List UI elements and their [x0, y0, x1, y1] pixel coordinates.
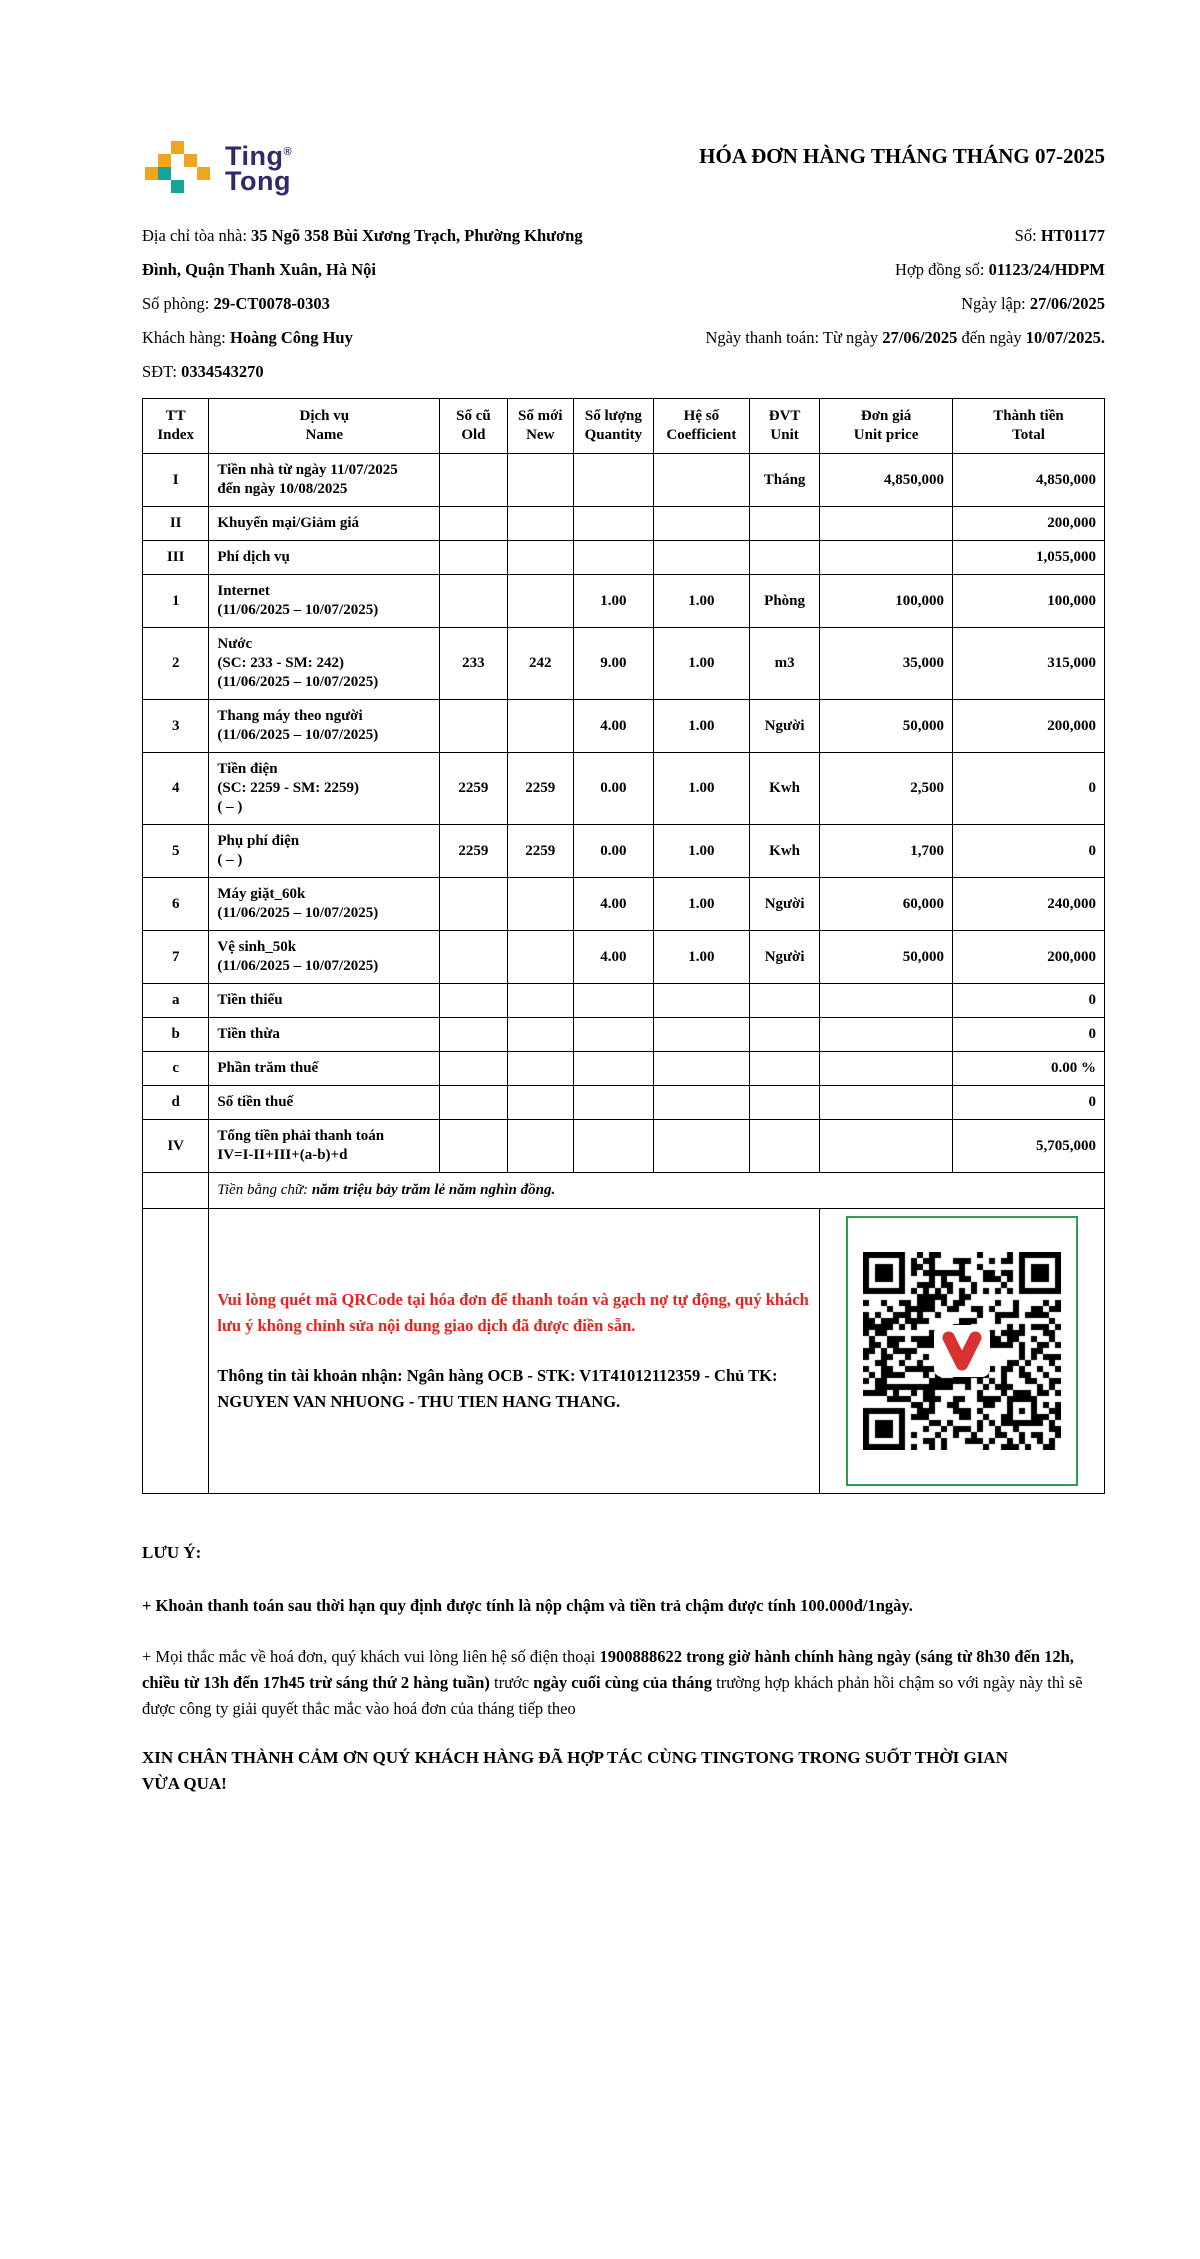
header-cell-5: [653, 399, 749, 454]
header-en: Coefficient: [666, 427, 737, 443]
cell-unit: Kwh: [749, 753, 819, 825]
cell-old: [440, 1120, 507, 1173]
cell-coef: 1.00: [653, 753, 749, 825]
cell-qty: 4.00: [573, 700, 653, 753]
service-name-line: đến ngày 10/08/2025: [217, 481, 348, 497]
header: [142, 138, 1105, 194]
cell-unit: [749, 984, 819, 1018]
cell-coef: [653, 1086, 749, 1120]
amount-in-words: Tiền bằng chữ: năm triệu bảy trăm lẻ năm nghìn đồng.: [209, 1173, 1105, 1209]
cell-empty: [143, 1173, 209, 1209]
header-en: Unit: [770, 427, 799, 443]
cell-new: [507, 1086, 573, 1120]
table-row-6: [143, 878, 1105, 931]
cell-unit: [749, 541, 819, 575]
cell-old: [440, 984, 507, 1018]
cell-new: [507, 541, 573, 575]
cell-name: [209, 878, 440, 931]
cell-total: 200,000: [952, 507, 1104, 541]
cell-old: 2259: [440, 825, 507, 878]
header-en: Total: [1012, 427, 1045, 443]
cell-unit: Phòng: [749, 575, 819, 628]
cell-old: [440, 454, 507, 507]
cell-old: [440, 575, 507, 628]
cell-old: 233: [440, 628, 507, 700]
logo-tong: Tong: [225, 166, 291, 196]
cell-idx: 5: [143, 825, 209, 878]
table-row-3: [143, 700, 1105, 753]
cell-idx: c: [143, 1052, 209, 1086]
cell-old: [440, 931, 507, 984]
header-vi: TT: [165, 408, 186, 424]
cell-qty: [573, 1086, 653, 1120]
contract-number: Hợp đồng số: 01123/24/HDPM: [895, 260, 1105, 279]
cell-total: 4,850,000: [952, 454, 1104, 507]
cell-coef: [653, 1120, 749, 1173]
header-vi: Thành tiền: [993, 408, 1064, 424]
payment-period: Ngày thanh toán: Từ ngày 27/06/2025 đến ngày 10/07/2025.: [705, 328, 1105, 347]
cell-qty: [573, 1120, 653, 1173]
service-name-line: Vệ sinh_50k: [217, 939, 297, 955]
table-row-2: [143, 628, 1105, 700]
building-address: Địa chỉ tòa nhà: 35 Ngõ 358 Bùi Xương Trạch, Phường Khương Đình, Quận Thanh Xuân, Hà Nội: [142, 226, 583, 279]
cell-name: [209, 1120, 440, 1173]
cell-idx: III: [143, 541, 209, 575]
service-name-line: (11/06/2025 – 10/07/2025): [217, 674, 379, 690]
cell-total: 100,000: [952, 575, 1104, 628]
service-name-line: Phí dịch vụ: [217, 549, 290, 565]
table-row-I: [143, 454, 1105, 507]
cell-coef: [653, 507, 749, 541]
info-right: [625, 219, 1105, 389]
cell-price: 2,500: [820, 753, 953, 825]
header-vi: Số mới: [517, 408, 563, 424]
service-name-line: Phần trăm thuế: [217, 1060, 319, 1076]
table-header-row: [143, 399, 1105, 454]
cell-coef: 1.00: [653, 878, 749, 931]
footer-notes: [142, 1540, 1105, 1797]
invoice-info: [142, 219, 1105, 389]
cell-old: [440, 507, 507, 541]
header-vi: Số lượng: [584, 408, 642, 424]
cell-old: [440, 878, 507, 931]
cell-coef: 1.00: [653, 575, 749, 628]
cell-old: [440, 700, 507, 753]
cell-qty: [573, 541, 653, 575]
cell-qty: 4.00: [573, 931, 653, 984]
qr-code-frame: [846, 1216, 1078, 1486]
cell-name: [209, 454, 440, 507]
cell-name: [209, 700, 440, 753]
table-row-4: [143, 753, 1105, 825]
cell-name: [209, 984, 440, 1018]
table-row-1: [143, 575, 1105, 628]
service-name-line: (11/06/2025 – 10/07/2025): [217, 727, 379, 743]
cell-qty: 0.00: [573, 825, 653, 878]
bank-account-info: Thông tin tài khoản nhận: Ngân hàng OCB - STK: V1T41012112359 - Chủ TK: NGUYEN VAN NHUONG - THU TIEN HANG THANG.: [217, 1366, 778, 1411]
thank-you-note: XIN CHÂN THÀNH CẢM ƠN QUÝ KHÁCH HÀNG ĐÃ HỢP TÁC CÙNG TINGTONG TRONG SUỐT THỜI GIAN VỪA QUA!: [142, 1748, 1008, 1793]
tingtong-logo-icon: [145, 141, 210, 193]
invoice-number: Số: HT01177: [1014, 226, 1105, 245]
cell-unit: [749, 507, 819, 541]
table-row-III: [143, 541, 1105, 575]
header-en: Old: [461, 427, 486, 443]
header-vi: Dịch vụ: [299, 408, 350, 424]
service-name-line: (SC: 2259 - SM: 2259): [217, 780, 360, 796]
qr-payment-notice: Vui lòng quét mã QRCode tại hóa đơn để thanh toán và gạch nợ tự động, quý khách lưu ý không chỉnh sửa nội dung giao dịch đã được điền sẵn.: [217, 1290, 809, 1335]
cell-unit: Tháng: [749, 454, 819, 507]
cell-coef: [653, 1018, 749, 1052]
cell-total: 1,055,000: [952, 541, 1104, 575]
cell-total: 0: [952, 825, 1104, 878]
cell-new: [507, 1018, 573, 1052]
cell-unit: [749, 1052, 819, 1086]
issue-date: Ngày lập: 27/06/2025: [961, 294, 1105, 313]
cell-coef: [653, 984, 749, 1018]
cell-qty: 0.00: [573, 753, 653, 825]
header-en: Index: [157, 427, 195, 443]
cell-unit: Người: [749, 700, 819, 753]
invoice-table: [142, 398, 1105, 1494]
cell-idx: 2: [143, 628, 209, 700]
service-name-line: Phụ phí điện: [217, 833, 300, 849]
cell-name: [209, 1018, 440, 1052]
cell-new: [507, 700, 573, 753]
service-name-line: (11/06/2025 – 10/07/2025): [217, 958, 379, 974]
header-vi: ĐVT: [768, 408, 801, 424]
cell-price: 35,000: [820, 628, 953, 700]
cell-new: [507, 1120, 573, 1173]
service-name-line: Internet: [217, 583, 270, 599]
service-name-line: Máy giặt_60k: [217, 886, 306, 902]
cell-old: 2259: [440, 753, 507, 825]
logo-pixel: [158, 154, 171, 167]
cell-price: [820, 1018, 953, 1052]
table-row-7: [143, 931, 1105, 984]
service-name-line: (SC: 233 - SM: 242): [217, 655, 345, 671]
cell-unit: Người: [749, 878, 819, 931]
cell-name: [209, 541, 440, 575]
cell-new: [507, 878, 573, 931]
cell-old: [440, 1018, 507, 1052]
cell-price: 4,850,000: [820, 454, 953, 507]
table-row-5: [143, 825, 1105, 878]
cell-unit: [749, 1018, 819, 1052]
cell-idx: b: [143, 1018, 209, 1052]
cell-name: [209, 825, 440, 878]
notes-heading: LƯU Ý:: [142, 1543, 202, 1562]
info-left: [142, 219, 612, 389]
cell-name: [209, 507, 440, 541]
cell-total: 0: [952, 984, 1104, 1018]
header-en: Unit price: [853, 427, 919, 443]
cell-price: [820, 541, 953, 575]
service-name-line: Số tiền thuế: [217, 1094, 294, 1110]
logo-pixel: [171, 180, 184, 193]
logo-pixel: [184, 154, 197, 167]
service-name-line: Khuyến mại/Giảm giá: [217, 515, 360, 531]
cell-price: [820, 1086, 953, 1120]
header-cell-1: [209, 399, 440, 454]
cell-idx: 6: [143, 878, 209, 931]
table-row-II: [143, 507, 1105, 541]
cell-unit: [749, 1120, 819, 1173]
header-vi: Số cũ: [456, 408, 491, 424]
tingtong-logo: [145, 140, 292, 194]
header-en: Quantity: [584, 427, 643, 443]
cell-qty: 9.00: [573, 628, 653, 700]
service-name-line: IV=I-II+III+(a-b)+d: [217, 1147, 348, 1163]
logo-pixel: [158, 167, 171, 180]
invoice-page: [142, 0, 1105, 1797]
cell-empty: [143, 1209, 209, 1494]
cell-idx: 4: [143, 753, 209, 825]
header-cell-0: [143, 399, 209, 454]
invoice-title: HÓA ĐƠN HÀNG THÁNG THÁNG 07-2025: [699, 144, 1105, 168]
table-row-a: [143, 984, 1105, 1018]
cell-price: [820, 1120, 953, 1173]
qr-instructions-cell: [209, 1209, 820, 1494]
qr-center-logo: [934, 1325, 990, 1377]
cell-old: [440, 1086, 507, 1120]
header-cell-6: [749, 399, 819, 454]
header-en: New: [526, 427, 555, 443]
cell-coef: [653, 1052, 749, 1086]
cell-qty: 1.00: [573, 575, 653, 628]
cell-name: [209, 1052, 440, 1086]
header-cell-2: [440, 399, 507, 454]
cell-old: [440, 1052, 507, 1086]
service-name-line: Nước: [217, 636, 253, 652]
service-name-line: ( – ): [217, 799, 243, 815]
header-cell-3: [507, 399, 573, 454]
table-header: [143, 399, 1105, 454]
cell-total: 315,000: [952, 628, 1104, 700]
service-name-line: (11/06/2025 – 10/07/2025): [217, 602, 379, 618]
cell-unit: Người: [749, 931, 819, 984]
cell-idx: IV: [143, 1120, 209, 1173]
cell-unit: m3: [749, 628, 819, 700]
table-row-IV: [143, 1120, 1105, 1173]
service-name-line: (11/06/2025 – 10/07/2025): [217, 905, 379, 921]
header-en: Name: [305, 427, 344, 443]
cell-qty: [573, 984, 653, 1018]
cell-qty: 4.00: [573, 878, 653, 931]
cell-idx: I: [143, 454, 209, 507]
cell-new: [507, 575, 573, 628]
service-name-line: Tiền thiếu: [217, 992, 283, 1008]
cell-new: [507, 1052, 573, 1086]
hotline-note: + Mọi thắc mắc về hoá đơn, quý khách vui lòng liên hệ số điện thoại 1900888622 trong giờ hành chính hàng ngày (sáng từ 8h30 đến 12h, chiều từ 13h đến 17h45 trừ sáng thứ 2 hàng tuần) trước ngày cuối cùng của tháng trường hợp khách phản hồi chậm so với ngày này thì sẽ được công ty giải quyết thắc mắc vào hoá đơn của tháng tiếp theo: [142, 1647, 1083, 1718]
cell-idx: 1: [143, 575, 209, 628]
logo-pixel: [197, 167, 210, 180]
cell-idx: d: [143, 1086, 209, 1120]
late-payment-note: + Khoản thanh toán sau thời hạn quy định được tính là nộp chậm và tiền trả chậm được tính 100.000đ/1ngày.: [142, 1596, 913, 1615]
cell-coef: [653, 541, 749, 575]
amount-in-words-row: [143, 1173, 1105, 1209]
service-name-line: ( – ): [217, 852, 243, 868]
service-name-line: Tiền điện: [217, 761, 278, 777]
table-row-c: [143, 1052, 1105, 1086]
cell-price: [820, 1052, 953, 1086]
cell-new: 242: [507, 628, 573, 700]
cell-total: 0: [952, 1018, 1104, 1052]
cell-coef: 1.00: [653, 628, 749, 700]
cell-total: 200,000: [952, 700, 1104, 753]
phone-number: SĐT: 0334543270: [142, 362, 264, 381]
cell-new: 2259: [507, 825, 573, 878]
cell-total: 0.00 %: [952, 1052, 1104, 1086]
tingtong-wordmark: [225, 140, 292, 194]
qr-row: [143, 1209, 1105, 1494]
cell-total: 240,000: [952, 878, 1104, 931]
room-number: Số phòng: 29-CT0078-0303: [142, 294, 330, 313]
cell-new: [507, 931, 573, 984]
cell-price: 100,000: [820, 575, 953, 628]
cell-price: [820, 984, 953, 1018]
cell-price: 1,700: [820, 825, 953, 878]
cell-coef: 1.00: [653, 700, 749, 753]
logo-pixel: [171, 141, 184, 154]
cell-price: 50,000: [820, 700, 953, 753]
cell-name: [209, 628, 440, 700]
cell-coef: 1.00: [653, 931, 749, 984]
cell-new: [507, 454, 573, 507]
cell-total: 200,000: [952, 931, 1104, 984]
cell-name: [209, 753, 440, 825]
logo-pixel: [145, 167, 158, 180]
cell-name: [209, 931, 440, 984]
service-name-line: Tổng tiền phải thanh toán: [217, 1128, 385, 1144]
cell-new: 2259: [507, 753, 573, 825]
cell-idx: 3: [143, 700, 209, 753]
qr-cell: [820, 1209, 1105, 1494]
cell-total: 0: [952, 753, 1104, 825]
cell-idx: II: [143, 507, 209, 541]
cell-qty: [573, 1018, 653, 1052]
table-row-b: [143, 1018, 1105, 1052]
cell-qty: [573, 454, 653, 507]
cell-idx: 7: [143, 931, 209, 984]
cell-unit: [749, 1086, 819, 1120]
header-cell-8: [952, 399, 1104, 454]
cell-unit: Kwh: [749, 825, 819, 878]
customer-name: Khách hàng: Hoàng Công Huy: [142, 328, 353, 347]
cell-total: 0: [952, 1086, 1104, 1120]
cell-new: [507, 507, 573, 541]
red-v-icon: [940, 1331, 984, 1371]
cell-name: [209, 575, 440, 628]
cell-idx: a: [143, 984, 209, 1018]
service-name-line: Tiền thừa: [217, 1026, 280, 1042]
cell-qty: [573, 1052, 653, 1086]
cell-new: [507, 984, 573, 1018]
cell-price: 50,000: [820, 931, 953, 984]
service-name-line: Thang máy theo người: [217, 708, 363, 724]
cell-name: [209, 1086, 440, 1120]
cell-coef: [653, 454, 749, 507]
service-name-line: Tiền nhà từ ngày 11/07/2025: [217, 462, 398, 478]
header-vi: Đơn giá: [860, 408, 912, 424]
logo-ting: Ting: [225, 141, 284, 171]
cell-total: 5,705,000: [952, 1120, 1104, 1173]
cell-qty: [573, 507, 653, 541]
header-cell-4: [573, 399, 653, 454]
cell-price: 60,000: [820, 878, 953, 931]
cell-coef: 1.00: [653, 825, 749, 878]
cell-old: [440, 541, 507, 575]
cell-price: [820, 507, 953, 541]
header-vi: Hệ số: [683, 408, 720, 424]
registered-mark: ®: [283, 146, 293, 158]
table-row-d: [143, 1086, 1105, 1120]
header-cell-7: [820, 399, 953, 454]
